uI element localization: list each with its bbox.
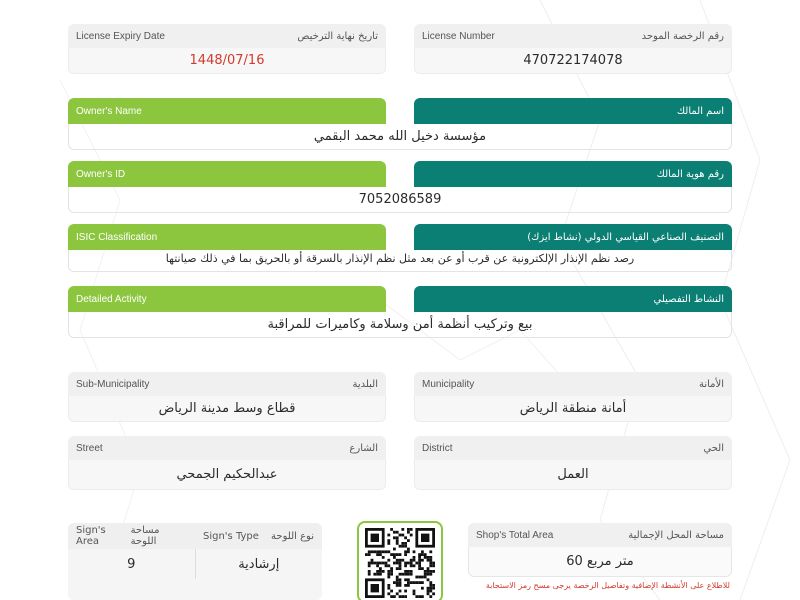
municipality-label-en: Municipality xyxy=(422,378,475,390)
license-number-value: 470722174078 xyxy=(414,48,732,74)
activity-label-ar: النشاط التفصيلي xyxy=(414,286,732,312)
isic-label-ar: التصنيف الصناعي القياسي الدولي (نشاط ايزك) xyxy=(414,224,732,250)
expiry-label-ar: تاريخ نهاية الترخيص xyxy=(297,30,378,42)
sub-municipality-label-ar: البلدية xyxy=(352,378,378,390)
owner-id-value: 7052086589 xyxy=(68,187,732,213)
sign-type-label-en: Sign's Type xyxy=(203,530,259,542)
owner-id-section xyxy=(68,161,732,213)
sign-type-label-ar: نوع اللوحة xyxy=(271,530,314,542)
shop-area-card xyxy=(468,523,732,590)
street-card xyxy=(68,436,386,490)
street-label-en: Street xyxy=(76,442,103,454)
activity-label-en: Detailed Activity xyxy=(68,286,386,312)
activity-value: بيع وتركيب أنظمة أمن وسلامة وكاميرات للمراقبة xyxy=(68,312,732,338)
municipality-card xyxy=(414,372,732,422)
license-number-label-ar: رقم الرخصة الموحد xyxy=(641,30,724,42)
district-label-en: District xyxy=(422,442,453,454)
shop-area-label-ar: مساحة المحل الإجمالية xyxy=(628,529,724,541)
activity-section xyxy=(68,286,732,338)
shop-area-value: 60 متر مربع xyxy=(468,547,732,577)
shop-area-label-en: Shop's Total Area xyxy=(476,529,554,541)
owner-name-label-en: Owner's Name xyxy=(68,98,386,124)
sign-area-label-en: Sign's Area xyxy=(76,525,106,547)
owner-name-value: مؤسسة دخيل الله محمد البقمي xyxy=(68,124,732,150)
municipality-value: أمانة منطقة الرياض xyxy=(414,396,732,422)
isic-label-en: ISIC Classification xyxy=(68,224,386,250)
isic-section xyxy=(68,224,732,272)
sign-area-value: 9 xyxy=(127,556,136,572)
sign-card xyxy=(68,523,322,600)
municipality-label-ar: الأمانة xyxy=(698,378,724,390)
qr-code[interactable] xyxy=(357,521,443,600)
owner-name-label-ar: اسم المالك xyxy=(414,98,732,124)
sub-municipality-value: قطاع وسط مدينة الرياض xyxy=(68,396,386,422)
sign-area-label-ar: مساحة اللوحة xyxy=(130,525,160,547)
expiry-card xyxy=(68,24,386,74)
expiry-value: 1448/07/16 xyxy=(68,48,386,74)
owner-name-section xyxy=(68,98,732,150)
owner-id-label-en: Owner's ID xyxy=(68,161,386,187)
license-number-card xyxy=(414,24,732,74)
qr-code-image xyxy=(364,528,436,598)
district-label-ar: الحي xyxy=(703,442,724,454)
license-number-label-en: License Number xyxy=(422,30,495,42)
street-value: عبدالحكيم الجمحي xyxy=(68,460,386,490)
sub-municipality-label-en: Sub-Municipality xyxy=(76,378,150,390)
expiry-label-en: License Expiry Date xyxy=(76,30,165,42)
qr-note: للاطلاع على الأنشطة الإضافية وتفاصيل الرخصة يرجى مسح رمز الاستجابة xyxy=(485,581,730,590)
district-value: العمل xyxy=(414,460,732,490)
isic-value: رصد نظم الإنذار الإلكترونية عن قرب أو عن بعد مثل نظم الإنذار بالسرقة أو بالحريق بما في ذلك صيانتها xyxy=(68,250,732,272)
owner-id-label-ar: رقم هوية المالك xyxy=(414,161,732,187)
street-label-ar: الشارع xyxy=(349,442,378,454)
sign-type-value: إرشادية xyxy=(238,556,280,572)
district-card xyxy=(414,436,732,490)
sub-municipality-card xyxy=(68,372,386,422)
